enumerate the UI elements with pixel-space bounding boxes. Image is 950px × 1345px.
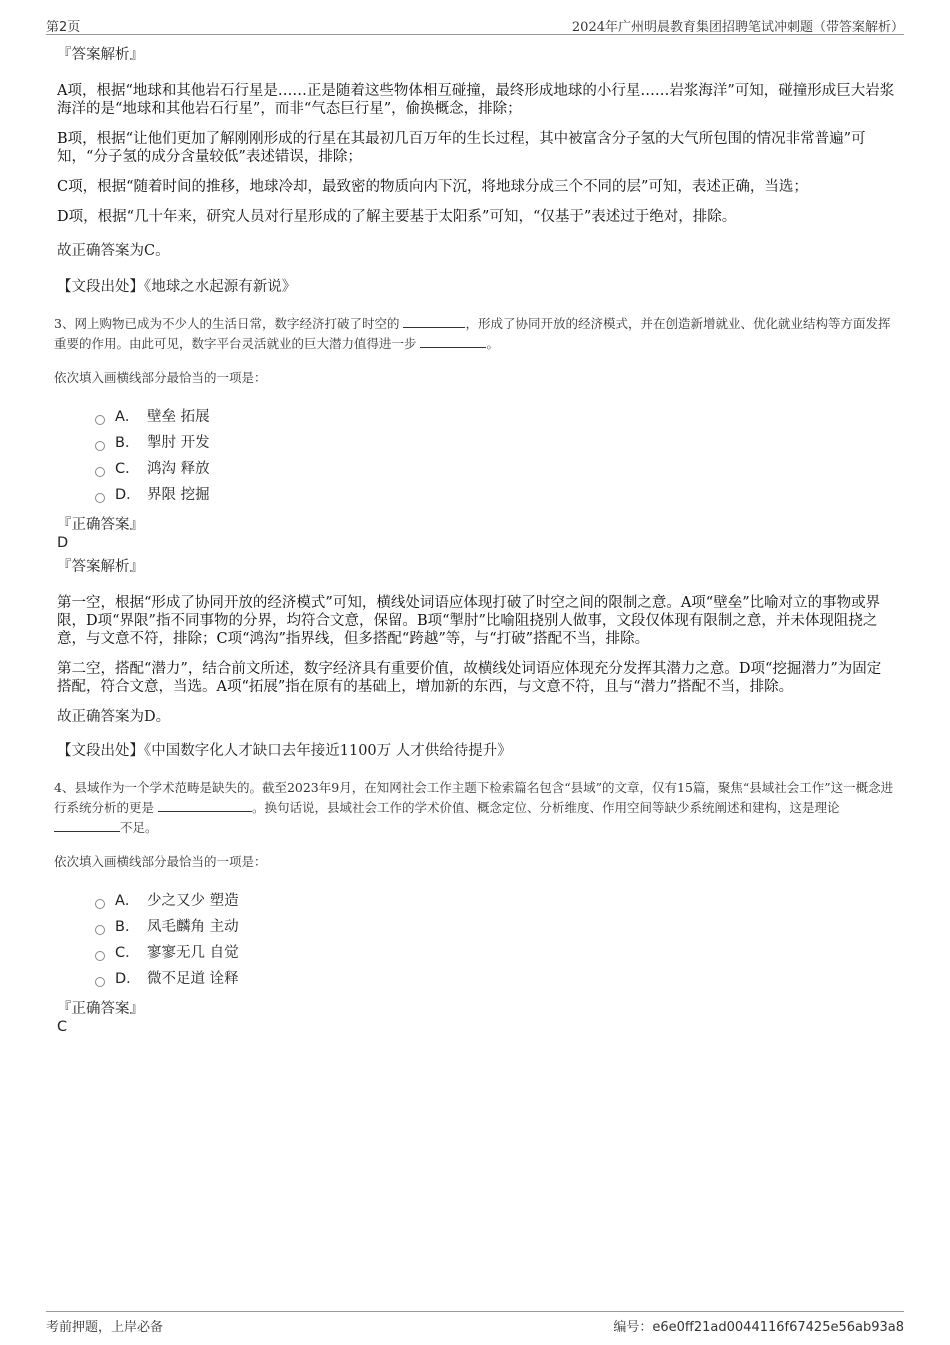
footer-slogan: 考前押题，上岸必备	[46, 1320, 164, 1335]
radio-icon[interactable]	[95, 493, 105, 503]
document-code: 编号：e6e0ff21ad0044116f67425e56ab93a8	[613, 1320, 904, 1335]
analysis-paragraph: 第二空，搭配“潜力”，结合前文所述，数字经济具有重要价值，故横线处词语应体现充分发挥其潜力之意。D项“挖掘潜力”为固定搭配，符合文意，当选。A项“拓展”指在原有的基础上，增加新的东西，与文意不符，且与“潜力”搭配不当，排除。	[57, 661, 882, 695]
page-footer	[46, 1311, 904, 1336]
conclusion: 故正确答案为C。	[57, 243, 170, 259]
source-citation: 【文段出处】《地球之水起源有新说》	[57, 279, 297, 295]
option-c[interactable]: C． 寥寥无几 自觉	[95, 940, 895, 966]
radio-icon[interactable]	[95, 441, 105, 451]
radio-icon[interactable]	[95, 899, 105, 909]
correct-answer: D	[57, 535, 69, 551]
correct-answer: C	[57, 1019, 68, 1035]
options-list	[95, 404, 895, 508]
page-number: 第2页	[46, 20, 81, 35]
analysis-paragraph: B项，根据“让他们更加了解刚刚形成的行星在其最初几百万年的生长过程，其中被富含分子氢的大气所包围的情况非常普遍”可知，“分子氢的成分含量较低”表述错误，排除；	[57, 131, 866, 165]
radio-icon[interactable]	[95, 415, 105, 425]
radio-icon[interactable]	[95, 467, 105, 477]
analysis-paragraph: 第一空，根据“形成了协同开放的经济模式”可知，横线处词语应体现打破了时空之间的限制之意。A项“壁垒”比喻对立的事物或界限，D项“界限”指不同事物的分界，均符合文意，保留。B项“掣肘”比喻阻挠别人做事，文段仅体现有限制之意，并未体现阻挠之意，与文意不符，排除；C项“鸿沟”指界线，但多搭配“跨越”等，与“打破”搭配不当，排除。	[57, 595, 881, 647]
option-a[interactable]: A． 壁垒 拓展	[95, 404, 895, 430]
question-4-text: 4、县域作为一个学术范畴是缺失的。截至2023年9月，在知网社会工作主题下检索篇名包含“县域”的文章，仅有15篇，聚焦“县域社会工作”这一概念进行系统分析的更是 。换句话说，县域社会工作的学术价值、概念定位、分析维度、作用空间等缺少系统阐述和建构，这是理论 不足。	[54, 780, 894, 835]
option-a[interactable]: A． 少之又少 塑造	[95, 888, 895, 914]
page-content	[54, 44, 895, 1042]
radio-icon[interactable]	[95, 925, 105, 935]
source-citation: 【文段出处】《中国数字化人才缺口去年接近1100万 人才供给待提升》	[57, 743, 512, 759]
analysis-label: 『答案解析』	[57, 559, 144, 575]
conclusion: 故正确答案为D。	[57, 709, 171, 725]
analysis-paragraph: A项，根据“地球和其他岩石行星是……正是随着这些物体相互碰撞，最终形成地球的小行星……岩浆海洋”可知，碰撞形成巨大岩浆海洋的是“地球和其他岩石行星”，而非“气态巨行星”，偷换概念，排除；	[57, 83, 895, 117]
radio-icon[interactable]	[95, 977, 105, 987]
option-d[interactable]: D． 界限 挖掘	[95, 482, 895, 508]
question-prompt: 依次填入画横线部分最恰当的一项是：	[54, 854, 267, 869]
answer-blank	[54, 818, 120, 832]
answer-blank	[403, 314, 465, 328]
analysis-label: 『答案解析』	[57, 47, 144, 63]
answer-blank	[420, 334, 486, 348]
option-b[interactable]: B． 掣肘 开发	[95, 430, 895, 456]
radio-icon[interactable]	[95, 951, 105, 961]
analysis-paragraph: D项，根据“几十年来，研究人员对行星形成的了解主要基于太阳系”可知，“仅基于”表述过于绝对，排除。	[57, 209, 737, 225]
option-b[interactable]: B． 凤毛麟角 主动	[95, 914, 895, 940]
options-list	[95, 888, 895, 992]
option-d[interactable]: D． 微不足道 诠释	[95, 966, 895, 992]
question-3-text: 3、网上购物已成为不少人的生活日常，数字经济打破了时空的 ，形成了协同开放的经济模式，并在创造新增就业、优化就业结构等方面发挥重要的作用。由此可见，数字平台灵活就业的巨大潜力值得进一步 。	[54, 316, 891, 351]
correct-answer-label: 『正确答案』	[57, 1001, 144, 1017]
page-header	[46, 14, 904, 35]
question-prompt: 依次填入画横线部分最恰当的一项是：	[54, 370, 267, 385]
answer-blank	[158, 798, 252, 812]
analysis-paragraph: C项，根据“随着时间的推移，地球冷却，最致密的物质向内下沉，将地球分成三个不同的层”可知，表述正确，当选；	[57, 179, 808, 195]
option-c[interactable]: C． 鸿沟 释放	[95, 456, 895, 482]
document-title: 2024年广州明晨教育集团招聘笔试冲刺题（带答案解析）	[571, 20, 904, 35]
correct-answer-label: 『正确答案』	[57, 517, 144, 533]
